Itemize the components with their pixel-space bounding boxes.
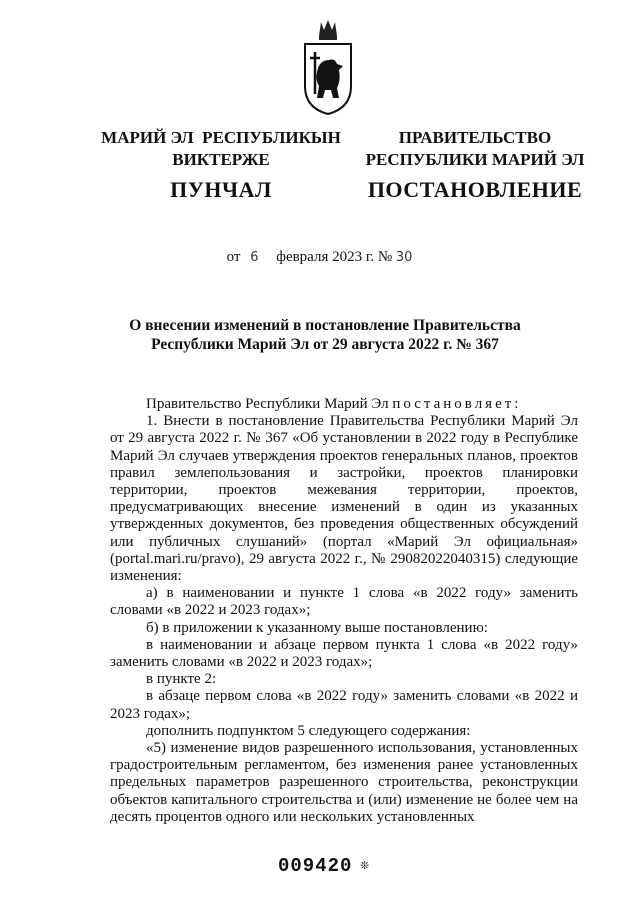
paragraph-5: в пункте 2: (146, 671, 217, 688)
title-line1: О внесении изменений в постановление Правительства (129, 317, 521, 334)
title-line2: Республики Марий Эл от 29 августа 2022 г. № 367 (151, 336, 499, 353)
paragraph-7: дополнить подпунктом 5 следующего содержания: (146, 722, 471, 739)
document-number: 30 (395, 250, 413, 265)
document-title (90, 316, 560, 354)
body-intro-b: постановляет: (392, 396, 522, 412)
document-body (110, 396, 578, 826)
header-left-line1: МАРИЙ ЭЛ РЕСПУБЛИКЫН (101, 128, 341, 147)
star-mark-icon: ❊ (360, 858, 370, 874)
header-left-doc-type: ПУНЧАЛ (170, 177, 272, 202)
header-right (350, 127, 600, 201)
body-intro-a: Правительство Республики Марий Эл (146, 396, 393, 412)
document-date (0, 249, 639, 266)
date-rest: февраля 2023 г. № (276, 249, 393, 265)
paragraph-4: в наименовании и абзаце первом пункта 1 слова «в 2022 году» заменить словами «в 2022 и 2023 годах»; (110, 636, 578, 671)
header-right-line1: ПРАВИТЕЛЬСТВО (398, 128, 552, 147)
header-left (96, 127, 346, 201)
paragraph-8: «5) изменение видов разрешенного использования, установленных градостроительным регламентом, без изменения ранее установленных предельных параметров разрешенного строительства, реконструкции объектов капитального строительства и (или) изменение не более чем на десять процентов одного или нескольких установленных (110, 740, 578, 825)
date-prefix: от (226, 249, 241, 265)
serial-number (278, 855, 370, 877)
paragraph-1: 1. Внести в постановление Правительства Республики Марий Эл от 29 августа 2022 г. № 367 «Об установлении в 2022 году в Республике Марий Эл случаев утверждения проектов генеральных планов, проектов правил землепользования и застройки, проектов планировки территории, проектов межевания территории, проектов, предусматривающих внесение изменений в один из указанных утвержденных документов, без проведения общественных обсуждений или публичных слушаний» (портал «Марий Эл официальная» (portal.mari.ru/pravo), 29 августа 2022 г., № 29082022040315) следующие изменения: (110, 413, 578, 585)
date-day: 6 (250, 250, 259, 265)
coat-of-arms-emblem (299, 14, 357, 116)
header-right-doc-type: ПОСТАНОВЛЕНИЕ (367, 177, 583, 202)
header-right-line2: РЕСПУБЛИКИ МАРИЙ ЭЛ (365, 150, 585, 169)
body-intro (110, 396, 578, 413)
serial-number-text: 009420 (278, 855, 353, 877)
paragraph-6: в абзаце первом слова «в 2022 году» заменить словами «в 2022 и 2023 годах»; (110, 688, 578, 722)
header-left-line2: ВИКТЕРЖЕ (172, 150, 270, 169)
paragraph-3: б) в приложении к указанному выше постановлению: (146, 619, 488, 636)
paragraph-2: а) в наименовании и пункте 1 слова «в 2022 году» заменить словами «в 2022 и 2023 годах»; (110, 585, 578, 619)
